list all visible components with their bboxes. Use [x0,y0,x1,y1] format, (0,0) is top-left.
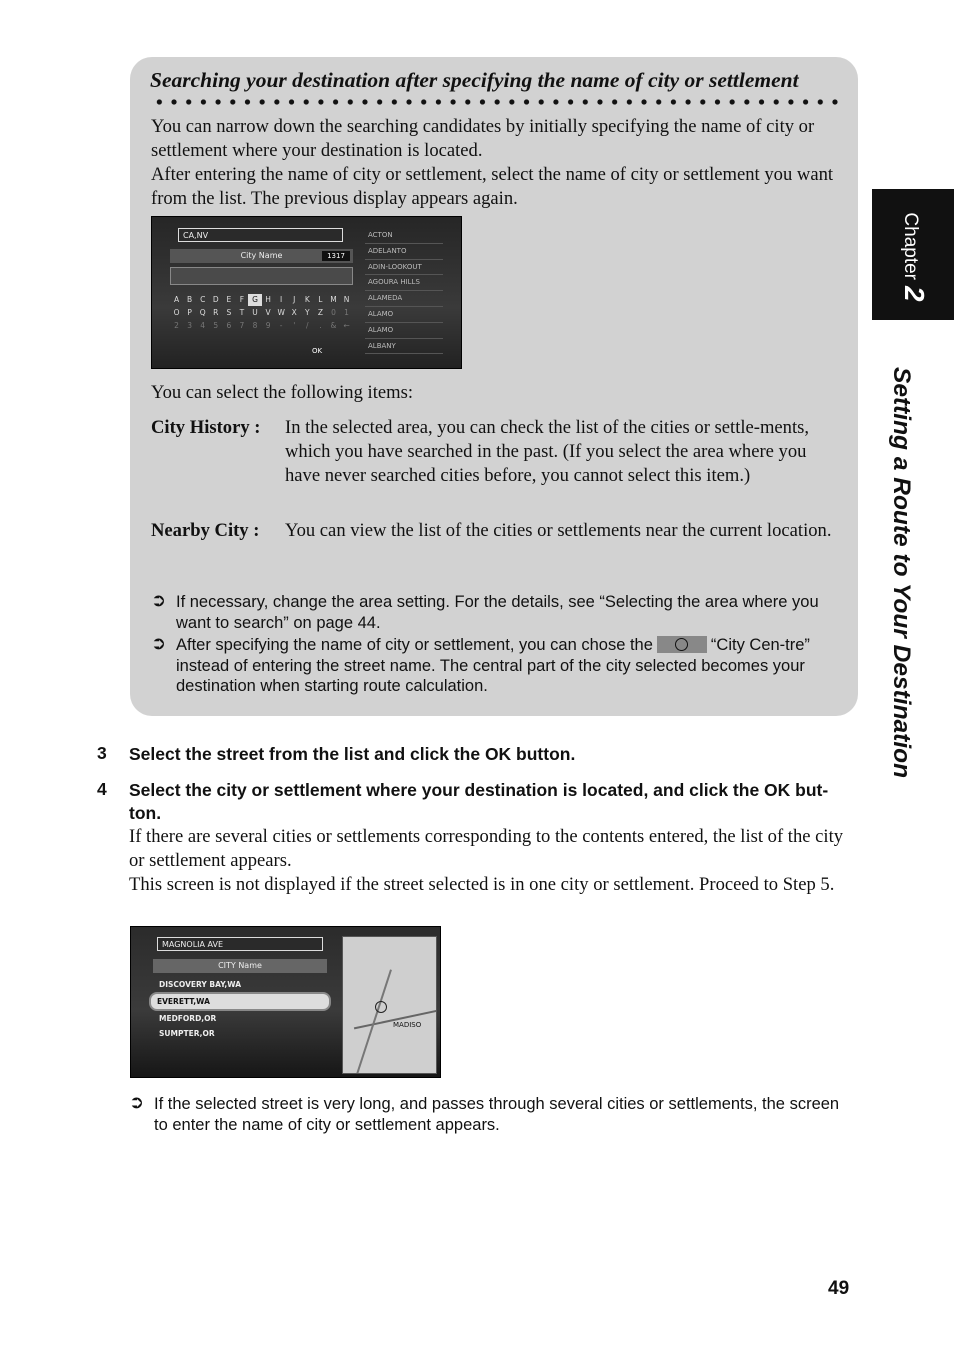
city-result-row: EVERETT,WA [149,992,331,1011]
step-4-body-1: If there are several cities or settlements corresponding to the contents entered, the list of the city or settlement appears. [129,826,844,871]
note-3-text: If the selected street is very long, and passes through several cities or settlements, the screen to enter the name of city or settlement appears. [154,1095,840,1134]
key-13: ← [343,321,350,330]
key-12: & [330,321,337,330]
key-9: ' [293,321,296,330]
body-nearby-city: You can view the list of the cities or settlements near the current location. [285,520,832,541]
note-2-text-a: After specifying the name of city or settlement, you can chose the [176,636,653,654]
key-12: M [330,295,337,304]
key-7: 9 [265,321,271,330]
info-para-1: You can narrow down the searching candidates by initially specifying the name of city or settlement where your destination is located. [151,116,815,161]
note-city-centre [151,633,854,697]
key-7: V [265,308,271,317]
ok-label: OK [312,347,323,355]
info-box-title: Searching your destination after specifying the name of city or settlement [150,68,799,92]
key-8: - [279,321,283,330]
key-0: O [173,308,180,317]
key-13: 1 [344,308,349,317]
key-2: C [200,295,206,304]
key-10: Y [305,308,310,317]
city-centre-globe-icon [657,636,707,653]
city-list-item: ALAMO [365,307,443,323]
city-list-item: ADELANTO [365,244,443,260]
key-12: 0 [331,308,336,317]
term-nearby-city: Nearby City : [151,520,260,541]
city-list-item: AGOURA HILLS [365,275,443,291]
key-10: / [306,321,309,330]
keyboard [170,294,353,333]
items-label: You can select the following items: [151,382,414,403]
city-list-item: ALAMEDA [365,291,443,307]
note-1-text: If necessary, change the area setting. For the details, see “Selecting the area where you want to search” on page 44. [176,593,819,632]
key-4: S [226,308,232,317]
key-7: H [265,295,271,304]
step-3-number: 3 [97,743,107,763]
note-long-street [129,1092,854,1135]
key-1: B [187,295,193,304]
note-arrow-icon: ➲ [129,1092,145,1112]
key-3: 5 [213,321,219,330]
key-5: F [239,295,245,304]
city-result-row: MEDFORD,OR [159,1014,217,1023]
city-name-input [170,267,353,285]
key-6: G [248,294,261,306]
key-9: X [291,308,297,317]
city-list-item: ALBANY [365,339,443,355]
step-4-body-2: This screen is not displayed if the street selected is in one city or settlement. Proceed to Step 5. [129,874,835,895]
city-name-entry-screenshot [151,216,462,369]
city-list [365,228,443,354]
note-2-text-b: “City Cen-tre” instead of entering the street name. The central part of the city selected becomes your destination when starting route calculation. [176,636,810,695]
note-arrow-icon: ➲ [151,590,167,610]
key-5: T [239,308,245,317]
key-8: W [277,308,285,317]
key-2: Q [199,308,206,317]
note-arrow-icon: ➲ [151,633,167,653]
city-name-label: CITY Name [153,959,327,973]
city-select-screenshot [130,926,441,1078]
preview-map [342,936,437,1074]
city-list-item: ADIN-LOOKOUT [365,260,443,276]
key-11: Z [317,308,323,317]
key-6: U [252,308,258,317]
candidate-count: 1317 [322,251,350,261]
key-9: J [293,295,296,304]
key-1: P [187,308,192,317]
city-list-item: ACTON [365,228,443,244]
key-3: D [212,295,219,304]
street-header: MAGNOLIA AVE [157,937,323,951]
info-para-2: After entering the name of city or settlement, select the name of city or settlement you want from the list. The previous display appears again. [151,164,834,209]
city-name-label: City Name [170,249,353,263]
key-10: K [304,295,310,304]
term-city-history: City History : [151,417,261,438]
city-list-item: ALAMO [365,323,443,339]
key-8: I [280,295,283,304]
key-0: 2 [174,321,179,330]
step-4-number: 4 [97,779,107,799]
key-6: 8 [252,321,258,330]
note-area-setting [151,590,854,633]
city-result-list [153,977,331,1041]
chapter-label: Chapter2 [899,212,930,302]
key-4: E [226,295,232,304]
key-11: . [319,321,322,330]
step-3-text: Select the street from the list and click the OK button. [129,744,576,764]
key-0: A [173,295,180,304]
key-13: N [343,295,350,304]
key-11: L [318,295,323,304]
section-title: Setting a Route to Your Destination [888,367,915,779]
key-1: 3 [187,321,192,330]
map-label: MADISO [393,1021,422,1029]
body-city-history: In the selected area, you can check the list of the cities or settle-ments, which you have searched in the past. (If you select the area where you have never searched cities before, you cannot select this item.) [285,417,810,486]
city-result-row: DISCOVERY BAY,WA [159,980,242,989]
area-header: CA,NV [178,228,343,242]
key-5: 7 [239,321,245,330]
key-4: 6 [226,321,232,330]
city-result-row: SUMPTER,OR [159,1029,215,1038]
key-3: R [213,308,219,317]
page-number: 49 [828,1278,850,1299]
crosshair-icon [375,1001,387,1013]
step-4-text: Select the city or settlement where your destination is located, and click the OK but-ton. [129,780,829,823]
dotted-divider [152,96,842,108]
key-2: 4 [200,321,206,330]
